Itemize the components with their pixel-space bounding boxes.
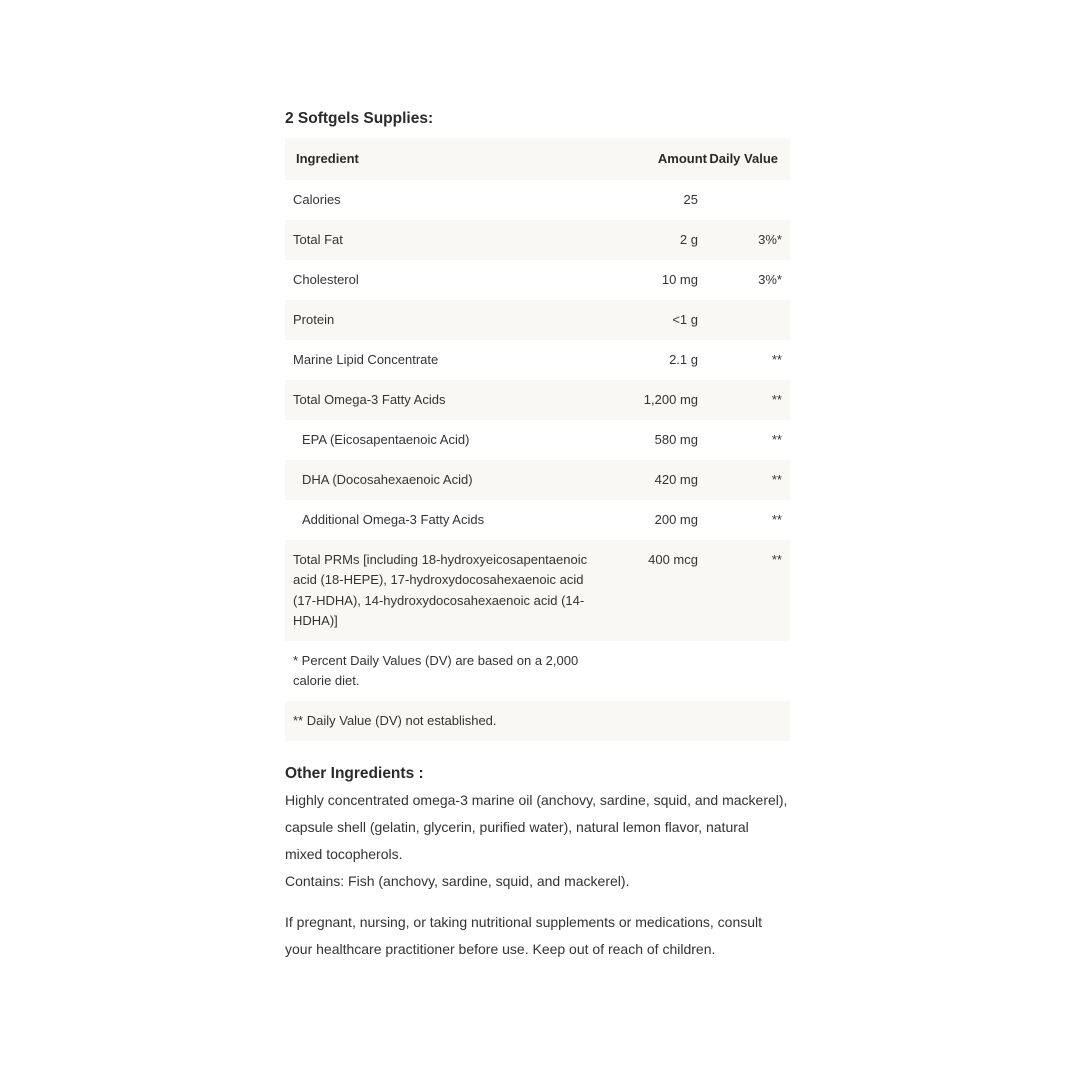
amount-cell: 200 mg bbox=[654, 511, 698, 527]
amount-cell: 400 mcg bbox=[648, 551, 698, 567]
daily-value-cell bbox=[698, 190, 790, 211]
supplement-facts-panel bbox=[285, 108, 790, 963]
amount-cell: 580 mg bbox=[654, 431, 698, 447]
table-row bbox=[285, 380, 790, 420]
column-header-ingredient: Ingredient bbox=[296, 150, 359, 166]
column-header-daily-value: Daily Value bbox=[709, 150, 778, 166]
other-ingredients-title: Other Ingredients : bbox=[285, 765, 424, 782]
amount-cell: <1 g bbox=[672, 311, 698, 327]
table-row bbox=[285, 220, 790, 260]
ingredient-cell: Calories bbox=[293, 191, 341, 207]
footnote-dv-text: ** Daily Value (DV) not established. bbox=[293, 712, 497, 728]
table-row bbox=[285, 340, 790, 380]
ingredient-cell: Total Fat bbox=[293, 231, 343, 247]
table-row bbox=[285, 260, 790, 300]
daily-value-cell: ** bbox=[771, 431, 782, 447]
daily-value-cell: ** bbox=[771, 391, 782, 407]
ingredient-cell: Cholesterol bbox=[293, 271, 359, 287]
table-row bbox=[285, 540, 790, 641]
daily-value-cell: ** bbox=[771, 551, 782, 567]
warning-text: If pregnant, nursing, or taking nutritional supplements or medications, consult your healthcare practitioner before use. Keep out of reach of children. bbox=[285, 914, 763, 957]
supplement-facts-table bbox=[285, 138, 790, 741]
footnote-dv-not-established bbox=[285, 701, 790, 741]
table-row bbox=[285, 420, 790, 460]
daily-value-cell bbox=[698, 310, 790, 331]
daily-value-cell: 3%* bbox=[758, 271, 782, 287]
table-header-row bbox=[285, 138, 790, 180]
allergen-contains-text: Contains: Fish (anchovy, sardine, squid, and mackerel). bbox=[285, 873, 630, 889]
table-row bbox=[285, 180, 790, 220]
table-row bbox=[285, 460, 790, 500]
daily-value-cell: ** bbox=[771, 471, 782, 487]
supplement-facts-heading: 2 Softgels Supplies: bbox=[285, 110, 434, 127]
ingredient-cell: Total PRMs [including 18-hydroxyeicosapentaenoic acid (18-HEPE), 17-hydroxydocosahexaenoic acid (17-HDHA), 14-hydroxydocosahexaenoic acid (14-HDHA)] bbox=[293, 551, 588, 628]
daily-value-cell: ** bbox=[771, 351, 782, 367]
amount-cell: 10 mg bbox=[661, 271, 698, 287]
ingredient-cell: EPA (Eicosapentaenoic Acid) bbox=[302, 431, 470, 447]
ingredient-cell: Additional Omega-3 Fatty Acids bbox=[302, 511, 485, 527]
ingredient-cell: DHA (Docosahexaenoic Acid) bbox=[302, 471, 473, 487]
amount-cell: 1,200 mg bbox=[643, 391, 698, 407]
ingredient-cell: Protein bbox=[293, 311, 335, 327]
daily-value-cell: ** bbox=[771, 511, 782, 527]
ingredient-cell: Total Omega-3 Fatty Acids bbox=[293, 391, 446, 407]
daily-value-cell: 3%* bbox=[758, 231, 782, 247]
column-header-amount: Amount bbox=[657, 150, 707, 166]
amount-cell: 2.1 g bbox=[669, 351, 698, 367]
other-ingredients-text: Highly concentrated omega-3 marine oil (anchovy, sardine, squid, and mackerel), capsule shell (gelatin, glycerin, purified water), natural lemon flavor, natural mixed tocopherols. bbox=[285, 792, 788, 862]
amount-cell: 2 g bbox=[679, 231, 698, 247]
table-row bbox=[285, 300, 790, 340]
footnote-percent-daily-values bbox=[285, 641, 790, 701]
table-row bbox=[285, 500, 790, 540]
amount-cell: 25 bbox=[683, 191, 698, 207]
footnote-percent-text: * Percent Daily Values (DV) are based on a 2,000 calorie diet. bbox=[293, 652, 579, 688]
ingredient-cell: Marine Lipid Concentrate bbox=[293, 351, 439, 367]
amount-cell: 420 mg bbox=[654, 471, 698, 487]
